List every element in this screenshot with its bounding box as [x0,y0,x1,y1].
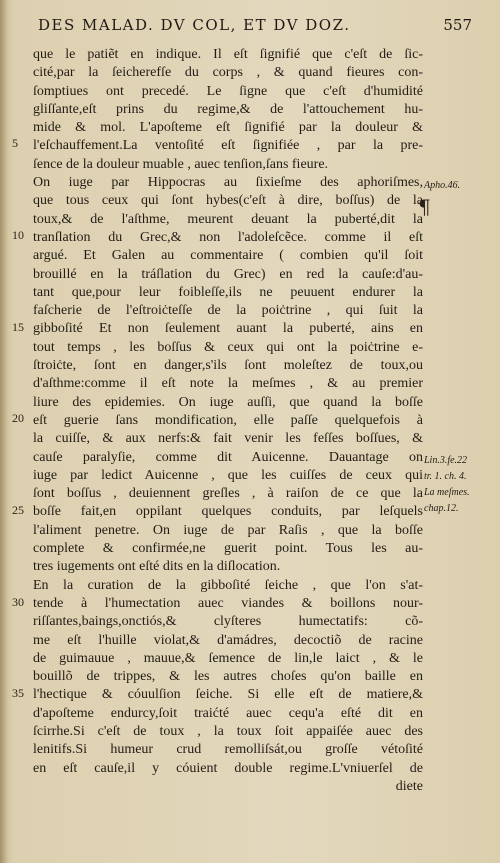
text-line: que tous ceux qui ſont hybes(c'eſt à dire, boſſus) de la [33,193,423,209]
text-line: eſt guerie ſans mondification, elle paſſe quelquefois à [33,412,423,428]
text-line: l'aliment penetre. On iuge de par Raſis , que la boſſe [33,522,423,538]
text-line: boſſe fait,en oppilant quelques conduits, par leſquels [33,504,423,520]
text-line: cité,par la ſeicherefſe du corps , & quand fieures con- [33,65,423,81]
margin-note: tr. 1. ch. 4. [424,471,467,482]
running-head: DES MALAD. DV COL, ET DV DOZ. [38,16,351,34]
line-number: 20 [12,411,24,425]
text-line: bouillõ de trippes, & les autres choſes qu'on baille en [33,669,423,685]
text-line: ſtroiċte, ſont en danger,s'ils ſont moleſtez de toux,ou [33,358,423,374]
text-line: mide & mol. L'apoſteme eſt ſignifié par la douleur & [33,120,423,136]
margin-note: Lin.3.fe.22 [424,455,468,466]
text-line: liure des epidemies. On iuge auſſi, que quand la boſſe [33,394,423,410]
text-line: l'hectique & cóuulſion ſeiche. Si elle eſt de matiere,& [33,687,423,703]
text-line: ſence de la douleur muable , auec tenſion,ſans fieure. [33,156,329,172]
text-line: riſſantes,baings,onctiós,& clyſteres humectatifs: cõ- [33,614,423,630]
line-number: 30 [12,595,24,609]
text-line: la cuiſſe, & aux nerfs:& fait venir les feſſes boſſues, & [33,431,423,447]
text-line: d'aſthme:comme il eſt note la meſmes , & au premier [33,376,423,392]
text-line: complete & confirmée,ne guerit point. Tous les au- [33,541,423,557]
body-text [33,46,423,796]
catchword: diete [395,778,423,794]
line-number: 35 [12,686,24,700]
text-line: d'apoſteme endurcy,ſoit traićté auec cequ'a eſté dit en [33,705,423,721]
text-line: toux,& de l'aſthme, meurent deuant la puberté,dit la [33,211,423,227]
page-header [38,16,480,38]
line-number: 25 [12,503,24,517]
text-line: ſomptiues ont precedé. Le ſigne que c'eſt d'humidité [33,83,423,99]
text-line: gliſſante,eſt prins du regime,& de l'attouchement hu- [33,101,423,117]
text-line: On iuge par Hippocras au ſixieſme des aphoriſmes, [33,175,423,191]
text-line: tant que,pour leur foibleſſe,ils ne peuuent endurer la [33,284,423,300]
text-line: de guimauue , mauue,& ſemence de lin,le laict , & le [33,650,423,666]
text-line: que le patiẽt en indique. Il eſt ſignifié que c'eſt de ſic- [33,47,423,62]
text-line: gibboſité Et non ſeulement auant la puberté, ains en [33,321,423,337]
text-line: En la curation de la gibboſité ſeiche , que l'on s'at- [33,577,423,593]
text-line: tres iugements ont eſté dits en la diſlocation. [33,559,281,575]
text-line: me eſt l'huille violat,& d'amádres, decoctiõ de racine [33,632,423,648]
text-line: en eſt cauſe,il y cóuient double regime.L'vniuerſel de [33,760,423,776]
line-number: 5 [12,136,18,150]
text-line: tende à l'humectation auec viandes & boillons nour- [33,595,423,611]
text-line: faſcherie de l'eſtroiċteſſe de la poiċtrine , qui ſuit la [33,303,423,319]
text-line: brouillé en la tráſlation du Grec) en red la cauſe:d'au- [33,266,423,282]
page-number: 557 [443,16,472,34]
text-line: tout temps , les boſſus & ceux qui ont la poiċtrine e- [33,339,423,355]
margin-note: chap.12. [424,503,459,514]
text-line: ſcirrhe.Si c'eſt de toux , la toux ſoit appaiſée auec des [33,723,423,739]
paragraph-mark: ¶ [418,195,431,219]
text-line: tranſlation du Grec,& non l'adoleſcẽce. comme il eſt [33,229,423,245]
text-line: iuge par ledict Auicenne , que les cuiſſes de ceux qui [33,467,423,483]
margin-note: La meſmes. [424,487,470,498]
text-line: argué. Et Galen au commentaire ( combien qu'il ſoit [33,248,423,264]
text-line: ſont boſſus , deuiennent greſles , à raiſon de ce que la [33,486,423,502]
margin-note: Apho.46. [424,180,461,191]
line-number: 10 [12,228,24,242]
text-line: lenitifs.Si humeur crud remolliſsát,ou groſſe vétoſité [33,742,423,758]
line-number: 15 [12,320,24,334]
text-line: l'eſchauffement.La ventoſité eſt ſignifiée , par la pre- [33,138,423,154]
text-line: cauſe paralyſie, comme dit Auicenne. Dauantage on [33,449,423,465]
